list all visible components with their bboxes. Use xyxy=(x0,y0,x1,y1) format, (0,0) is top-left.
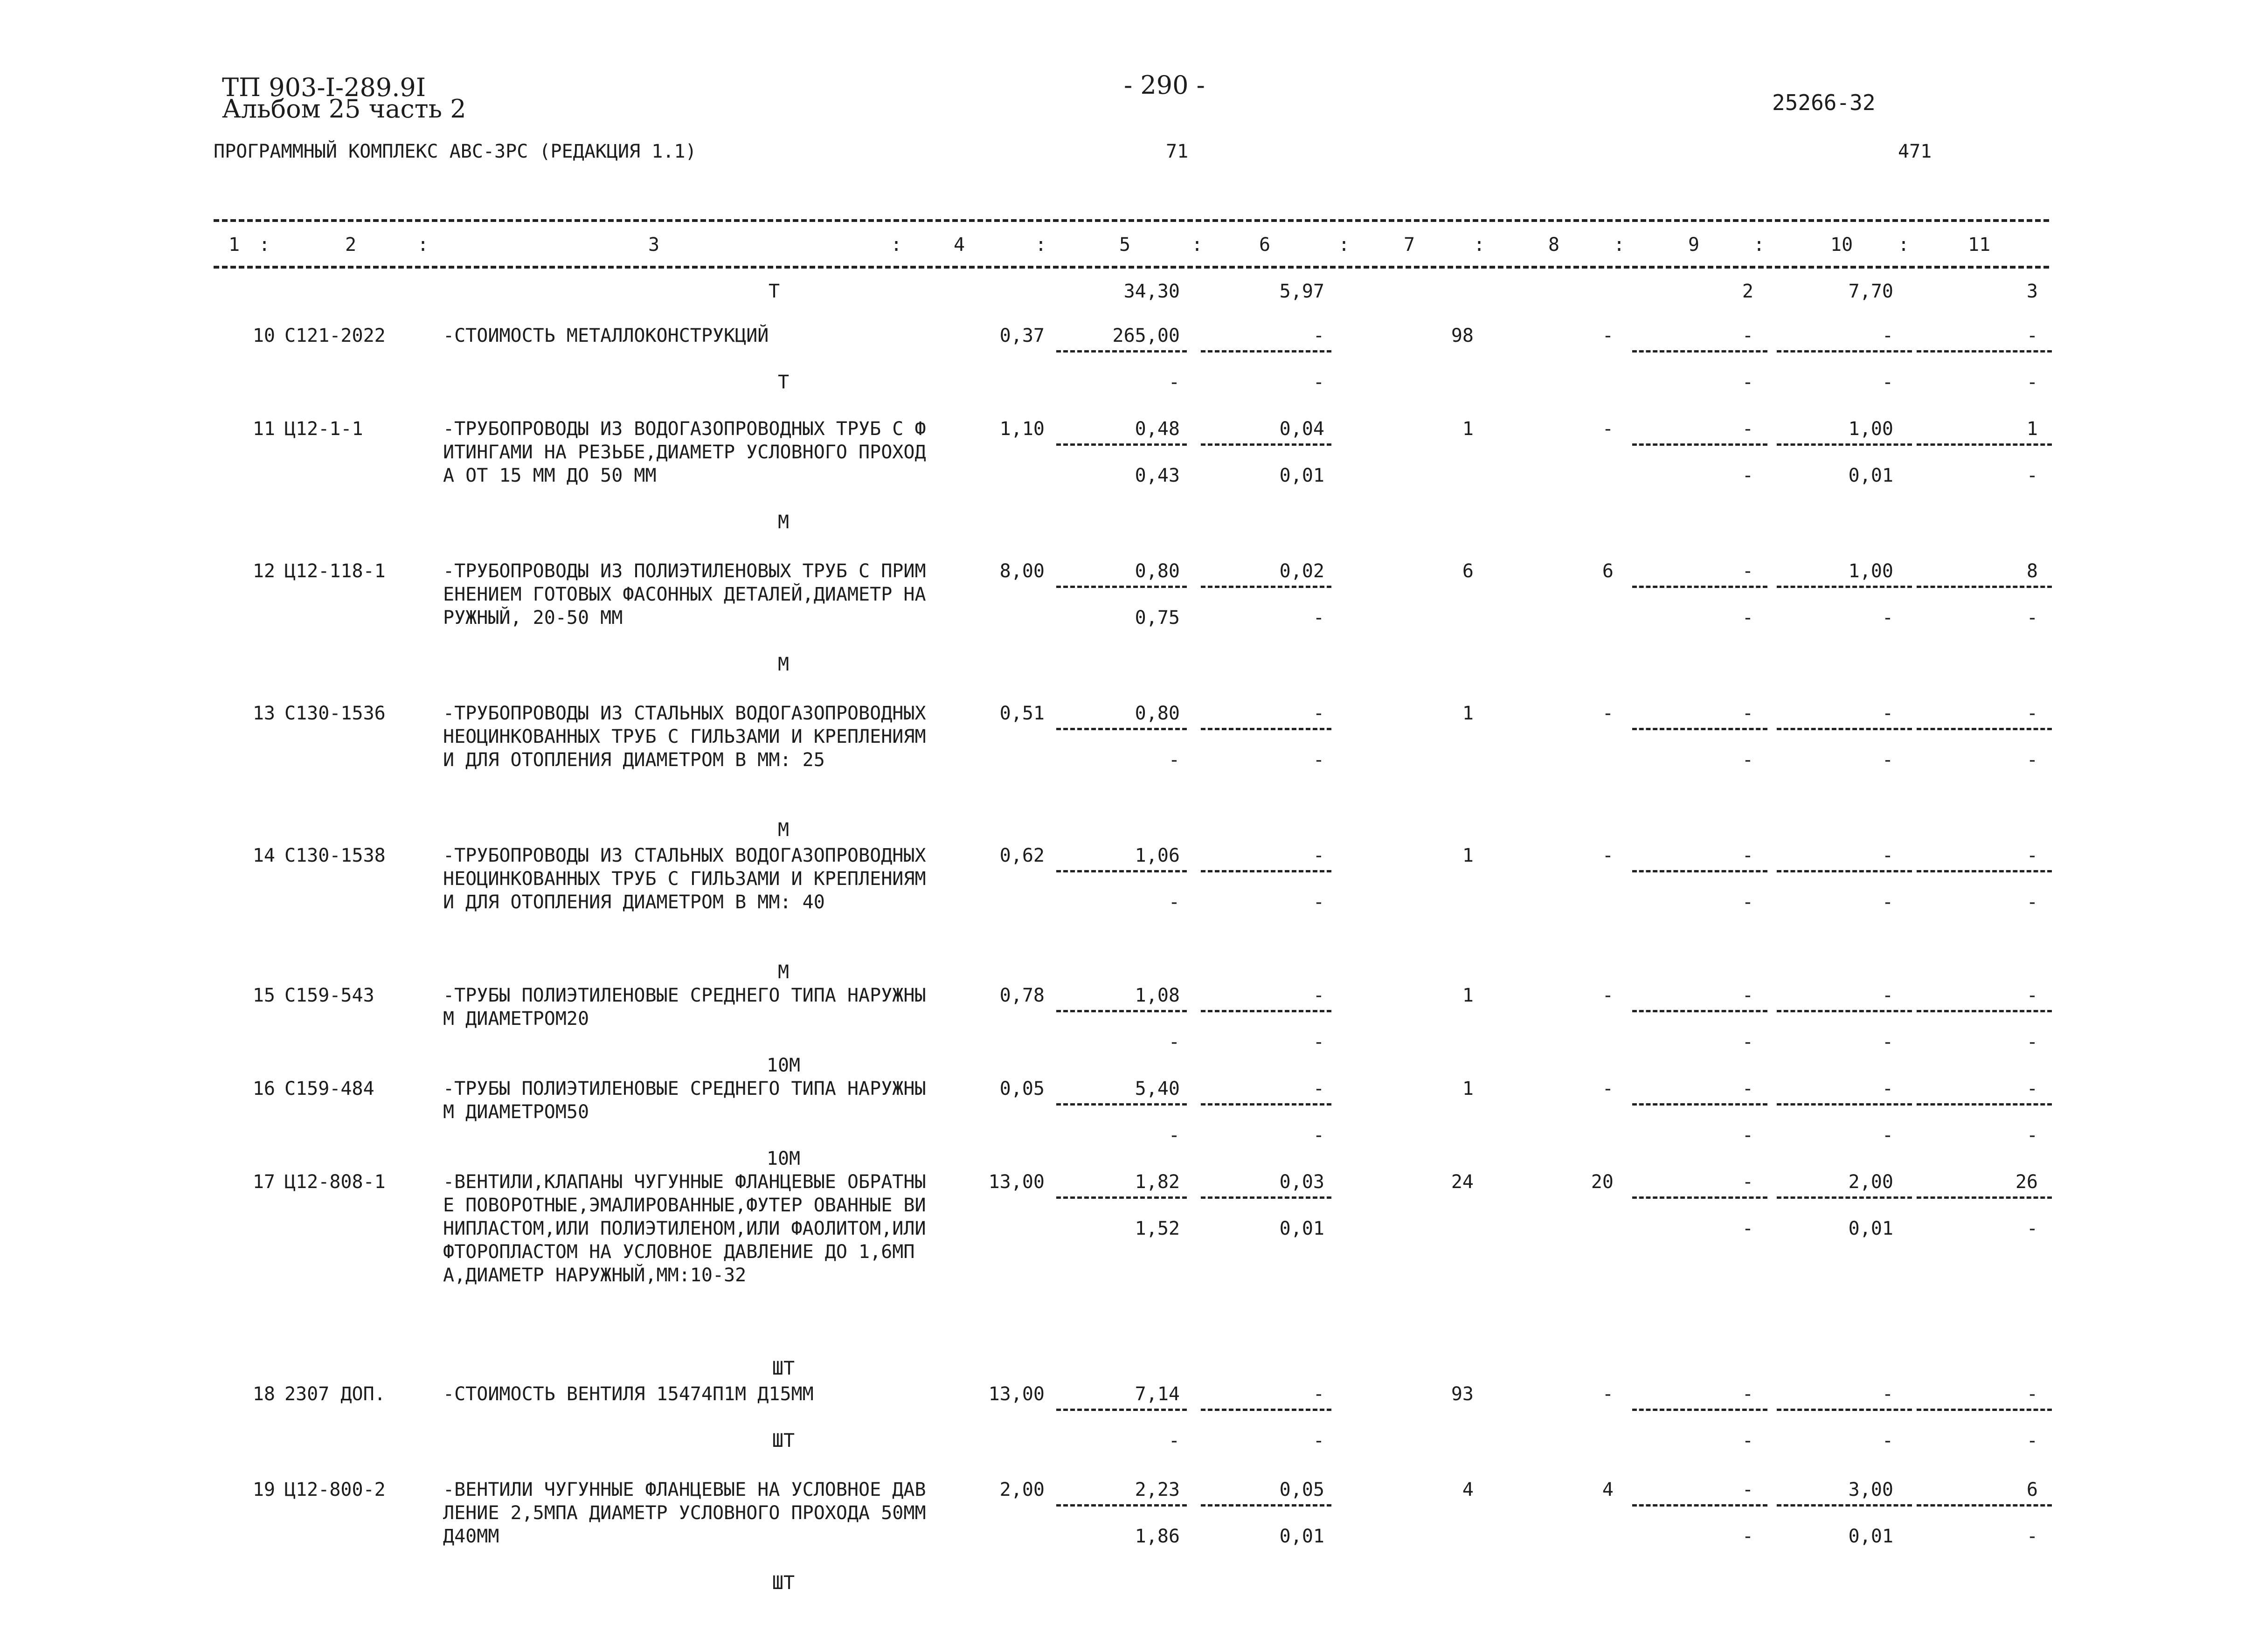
work-description: -ТРУБОПРОВОДЫ ИЗ ПОЛИЭТИЛЕНОВЫХ ТРУБ С ПРИМЕНЕНИЕМ ГОТОВЫХ ФАСОННЫХ ДЕТАЛЕЙ,ДИАМЕТР НАРУЖНЫЙ, 20-50 ММ xyxy=(443,560,926,629)
cell-separator xyxy=(1632,1010,1767,1012)
column-number: 7 xyxy=(1404,234,1415,256)
row-number: 18 xyxy=(252,1383,275,1405)
col10-subvalue: - xyxy=(1882,372,1893,393)
cell-separator xyxy=(1201,1409,1331,1411)
col6-subvalue: - xyxy=(1313,372,1324,393)
col10-value: 3,00 xyxy=(1848,1479,1893,1500)
col5-subvalue: - xyxy=(1168,372,1180,393)
work-description: -ВЕНТИЛИ ЧУГУННЫЕ ФЛАНЦЕВЫЕ НА УСЛОВНОЕ ДАВЛЕНИЕ 2,5МПА ДИАМЕТР УСЛОВНОГО ПРОХОДА 50ММ Д40ММ xyxy=(443,1479,926,1547)
col11-value: 1 xyxy=(2026,418,2038,440)
col4-quantity: 13,00 xyxy=(988,1171,1045,1193)
work-description: -ТРУБЫ ПОЛИЭТИЛЕНОВЫЕ СРЕДНЕГО ТИПА НАРУЖНЫМ ДИАМЕТРОМ50 xyxy=(443,1078,926,1123)
cell-separator xyxy=(1056,1010,1187,1012)
col11-value: - xyxy=(2026,1078,2038,1099)
col11-subvalue: - xyxy=(2026,607,2038,629)
cell-separator xyxy=(1917,1103,2052,1106)
col8-value: - xyxy=(1602,845,1614,866)
col11-value: 6 xyxy=(2026,1479,2038,1500)
rate-code: С159-484 xyxy=(284,1078,374,1099)
col7-value: 1 xyxy=(1462,703,1474,724)
col11-subvalue: - xyxy=(2026,465,2038,486)
column-number: 3 xyxy=(648,234,660,256)
col5-subvalue: - xyxy=(1168,749,1180,771)
cell-separator xyxy=(1201,1103,1331,1106)
col6-subvalue: - xyxy=(1313,1430,1324,1452)
rate-code: С130-1536 xyxy=(284,703,386,724)
row-number: 11 xyxy=(252,418,275,440)
cell-separator xyxy=(1201,350,1331,353)
col9-value: - xyxy=(1742,560,1753,582)
col10-value: - xyxy=(1882,985,1893,1006)
col10-value: 2,00 xyxy=(1848,1171,1893,1193)
col6-value: - xyxy=(1313,985,1324,1006)
col10-value: - xyxy=(1882,703,1893,724)
col6-value: - xyxy=(1313,845,1324,866)
col10-subvalue: - xyxy=(1882,1125,1893,1146)
col6-subvalue: - xyxy=(1313,607,1324,629)
col7-value: 98 xyxy=(1451,325,1474,346)
col11-value: - xyxy=(2026,703,2038,724)
rate-code: С130-1538 xyxy=(284,845,386,866)
row-number: 16 xyxy=(252,1078,275,1099)
col5-value: 0,80 xyxy=(1135,703,1180,724)
row-number: 19 xyxy=(252,1479,275,1500)
work-description: -ВЕНТИЛИ,КЛАПАНЫ ЧУГУННЫЕ ФЛАНЦЕВЫЕ ОБРАТНЫЕ ПОВОРОТНЫЕ,ЭМАЛИРОВАННЫЕ,ФУТЕР ОВАННЫЕ ВИНИПЛАСТОМ,ИЛИ ПОЛИЭТИЛЕНОМ,ИЛИ ФАОЛИТОМ,ИЛИ ФТОРОПЛАСТОМ НА УСЛОВНОЕ ДАВЛЕНИЕ ДО 1,6МПА,ДИАМЕТР НАРУЖНЫЙ,ММ:10-32 xyxy=(443,1171,926,1286)
cell-separator xyxy=(1201,1504,1331,1507)
cell-separator xyxy=(1632,728,1767,730)
work-description: -СТОИМОСТЬ ВЕНТИЛЯ 15474П1М Д15ММ xyxy=(443,1383,814,1405)
col5-subvalue: 1,52 xyxy=(1135,1218,1180,1239)
col10-subvalue: - xyxy=(1882,749,1893,771)
col4-quantity: 2,00 xyxy=(999,1479,1045,1500)
row-number: 13 xyxy=(252,703,275,724)
column-number: 9 xyxy=(1688,234,1700,256)
col5-value: 5,40 xyxy=(1135,1078,1180,1099)
cell-separator xyxy=(1632,1409,1767,1411)
col9-subvalue: - xyxy=(1742,607,1753,629)
cell-separator xyxy=(1632,586,1767,588)
cell-separator xyxy=(1777,1196,1912,1199)
program-title: ПРОГРАММНЫЙ КОМПЛЕКС АВС-3РС (РЕДАКЦИЯ 1.1) xyxy=(214,141,697,162)
col11-value: - xyxy=(2026,985,2038,1006)
col6-subvalue: - xyxy=(1313,1031,1324,1053)
row-number: 14 xyxy=(252,845,275,866)
cell-separator xyxy=(1777,443,1912,446)
rate-code: Ц12-118-1 xyxy=(284,560,386,582)
col6-value: - xyxy=(1313,703,1324,724)
column-separator: : xyxy=(1474,234,1485,256)
col9-value: - xyxy=(1742,845,1753,866)
col5-subvalue: - xyxy=(1168,1430,1180,1452)
column-number: 1 xyxy=(229,234,240,256)
row-number: 12 xyxy=(252,560,275,582)
col5-subvalue: 0,43 xyxy=(1135,465,1180,486)
cell-separator xyxy=(1632,1196,1767,1199)
col11-subvalue: - xyxy=(2026,1430,2038,1452)
cell-separator xyxy=(1056,1504,1187,1507)
column-separator: : xyxy=(1753,234,1765,256)
col6-value: - xyxy=(1313,325,1324,346)
col6-subvalue: - xyxy=(1313,1125,1324,1146)
cell-separator xyxy=(1777,1504,1912,1507)
column-separator: : xyxy=(1338,234,1350,256)
column-separator: : xyxy=(891,234,902,256)
unit-of-measure: Т xyxy=(777,372,790,393)
album-label: Альбом 25 часть 2 xyxy=(222,94,466,124)
rate-code: С159-543 xyxy=(284,985,374,1006)
work-description: -СТОИМОСТЬ МЕТАЛЛОКОНСТРУКЦИЙ xyxy=(443,325,769,346)
col7-value: 93 xyxy=(1451,1383,1474,1405)
cell-separator xyxy=(1632,443,1767,446)
col4-quantity: 13,00 xyxy=(988,1383,1045,1405)
col11-value: - xyxy=(2026,325,2038,346)
col6-subvalue: 0,01 xyxy=(1279,1218,1324,1239)
cell-separator xyxy=(1777,1409,1912,1411)
col9-value: - xyxy=(1742,1383,1753,1405)
cell-separator xyxy=(1917,586,2052,588)
page-number: - 290 - xyxy=(1124,70,1205,100)
rate-code: С121-2022 xyxy=(284,325,386,346)
col6-value: 0,05 xyxy=(1279,1479,1324,1500)
cell-separator xyxy=(1777,728,1912,730)
col6-subvalue: - xyxy=(1313,749,1324,771)
col4-quantity: 0,78 xyxy=(999,985,1045,1006)
col11-subvalue: - xyxy=(2026,1031,2038,1053)
col7-value: 1 xyxy=(1462,418,1474,440)
col5-subvalue: - xyxy=(1168,1125,1180,1146)
col11-value: 8 xyxy=(2026,560,2038,582)
col9-subvalue: - xyxy=(1742,1430,1753,1452)
col4-quantity: 0,51 xyxy=(999,703,1045,724)
col5-value: 1,82 xyxy=(1135,1171,1180,1193)
table-rule-top xyxy=(214,219,2049,222)
col9-value: - xyxy=(1742,325,1753,346)
col5-value: 1,08 xyxy=(1135,985,1180,1006)
col7-value: 24 xyxy=(1451,1171,1474,1193)
unit-of-measure: М xyxy=(777,654,790,675)
cell-separator xyxy=(1201,728,1331,730)
col4-quantity: 1,10 xyxy=(999,418,1045,440)
cell-separator xyxy=(1056,1103,1187,1106)
unit-of-measure: 10М xyxy=(766,1148,801,1169)
cell-separator xyxy=(1632,1504,1767,1507)
carryover-col10: 7,70 xyxy=(1848,281,1893,302)
rate-code: Ц12-1-1 xyxy=(284,418,363,440)
cell-separator xyxy=(1056,728,1187,730)
col10-value: - xyxy=(1882,1078,1893,1099)
row-number: 15 xyxy=(252,985,275,1006)
col5-value: 0,48 xyxy=(1135,418,1180,440)
col11-value: - xyxy=(2026,1383,2038,1405)
cell-separator xyxy=(1777,586,1912,588)
col8-value: - xyxy=(1602,1383,1614,1405)
table-rule-header-bottom xyxy=(214,266,2049,269)
col9-value: - xyxy=(1742,703,1753,724)
col11-value: 26 xyxy=(2015,1171,2038,1193)
sheet-number-left: 71 xyxy=(1166,141,1189,162)
col10-subvalue: 0,01 xyxy=(1848,1526,1893,1547)
col6-value: 0,02 xyxy=(1279,560,1324,582)
unit-of-measure: М xyxy=(777,961,790,983)
cell-separator xyxy=(1917,1010,2052,1012)
col9-subvalue: - xyxy=(1742,1526,1753,1547)
col6-value: 0,03 xyxy=(1279,1171,1324,1193)
cell-separator xyxy=(1917,1196,2052,1199)
cell-separator xyxy=(1777,1103,1912,1106)
col10-value: 1,00 xyxy=(1848,418,1893,440)
cell-separator xyxy=(1056,350,1187,353)
cell-separator xyxy=(1917,350,2052,353)
column-number: 4 xyxy=(954,234,965,256)
col8-value: - xyxy=(1602,418,1614,440)
work-description: -ТРУБОПРОВОДЫ ИЗ СТАЛЬНЫХ ВОДОГАЗОПРОВОДНЫХ НЕОЦИНКОВАННЫХ ТРУБ С ГИЛЬЗАМИ И КРЕПЛЕНИЯМИ ДЛЯ ОТОПЛЕНИЯ ДИАМЕТРОМ В ММ: 25 xyxy=(443,703,926,771)
cell-separator xyxy=(1777,870,1912,872)
sheet-number-right: 471 xyxy=(1898,141,1932,162)
cell-separator xyxy=(1201,1196,1331,1199)
col4-quantity: 0,05 xyxy=(999,1078,1045,1099)
carryover-col9: 2 xyxy=(1742,281,1753,302)
cell-separator xyxy=(1917,1409,2052,1411)
column-separator: : xyxy=(259,234,270,256)
cell-separator xyxy=(1056,1409,1187,1411)
col9-value: - xyxy=(1742,985,1753,1006)
col10-value: - xyxy=(1882,845,1893,866)
col11-subvalue: - xyxy=(2026,892,2038,913)
cell-separator xyxy=(1917,728,2052,730)
col7-value: 1 xyxy=(1462,985,1474,1006)
col9-subvalue: - xyxy=(1742,1218,1753,1239)
col5-value: 1,06 xyxy=(1135,845,1180,866)
unit-of-measure: ШТ xyxy=(772,1358,795,1379)
col5-value: 7,14 xyxy=(1135,1383,1180,1405)
col9-subvalue: - xyxy=(1742,749,1753,771)
column-number: 10 xyxy=(1830,234,1853,256)
col7-value: 6 xyxy=(1462,560,1474,582)
col11-value: - xyxy=(2026,845,2038,866)
row-number: 17 xyxy=(252,1171,275,1193)
unit-of-measure: 10М xyxy=(766,1055,801,1076)
col9-subvalue: - xyxy=(1742,1125,1753,1146)
cell-separator xyxy=(1201,586,1331,588)
unit-of-measure: ШТ xyxy=(772,1430,795,1452)
col9-value: - xyxy=(1742,1479,1753,1500)
col9-subvalue: - xyxy=(1742,892,1753,913)
col5-subvalue: - xyxy=(1168,1031,1180,1053)
col5-subvalue: - xyxy=(1168,892,1180,913)
col5-value: 265,00 xyxy=(1112,325,1180,346)
cell-separator xyxy=(1056,1196,1187,1199)
col9-subvalue: - xyxy=(1742,465,1753,486)
archive-stamp: 25266-32 xyxy=(1772,90,1876,115)
col11-subvalue: - xyxy=(2026,1526,2038,1547)
cell-separator xyxy=(1201,443,1331,446)
col6-value: - xyxy=(1313,1383,1324,1405)
col6-value: - xyxy=(1313,1078,1324,1099)
col9-subvalue: - xyxy=(1742,372,1753,393)
col10-value: - xyxy=(1882,325,1893,346)
cell-separator xyxy=(1056,443,1187,446)
col10-value: - xyxy=(1882,1383,1893,1405)
column-number: 6 xyxy=(1259,234,1271,256)
col7-value: 1 xyxy=(1462,845,1474,866)
cell-separator xyxy=(1917,1504,2052,1507)
col5-subvalue: 0,75 xyxy=(1135,607,1180,629)
cell-separator xyxy=(1632,350,1767,353)
column-separator: : xyxy=(1614,234,1625,256)
unit-of-measure: М xyxy=(777,819,790,841)
col11-subvalue: - xyxy=(2026,749,2038,771)
col11-subvalue: - xyxy=(2026,372,2038,393)
col8-value: 20 xyxy=(1591,1171,1614,1193)
cell-separator xyxy=(1201,1010,1331,1012)
cell-separator xyxy=(1777,350,1912,353)
col6-subvalue: 0,01 xyxy=(1279,465,1324,486)
col6-subvalue: - xyxy=(1313,892,1324,913)
column-number: 8 xyxy=(1548,234,1560,256)
col8-value: 6 xyxy=(1602,560,1614,582)
col7-value: 1 xyxy=(1462,1078,1474,1099)
work-description: -ТРУБОПРОВОДЫ ИЗ СТАЛЬНЫХ ВОДОГАЗОПРОВОДНЫХ НЕОЦИНКОВАННЫХ ТРУБ С ГИЛЬЗАМИ И КРЕПЛЕНИЯМИ ДЛЯ ОТОПЛЕНИЯ ДИАМЕТРОМ В ММ: 40 xyxy=(443,845,926,913)
col8-value: - xyxy=(1602,703,1614,724)
rate-code: Ц12-800-2 xyxy=(284,1479,386,1500)
col9-value: - xyxy=(1742,1078,1753,1099)
column-number: 5 xyxy=(1119,234,1131,256)
col9-value: - xyxy=(1742,1171,1753,1193)
col6-subvalue: 0,01 xyxy=(1279,1526,1324,1547)
column-separator: : xyxy=(1898,234,1910,256)
col10-value: 1,00 xyxy=(1848,560,1893,582)
rate-code: Ц12-808-1 xyxy=(284,1171,386,1193)
col7-value: 4 xyxy=(1462,1479,1474,1500)
col10-subvalue: - xyxy=(1882,1031,1893,1053)
col4-quantity: 0,62 xyxy=(999,845,1045,866)
cell-separator xyxy=(1056,586,1187,588)
col4-quantity: 0,37 xyxy=(999,325,1045,346)
carryover-col5: 34,30 xyxy=(1123,281,1180,302)
column-separator: : xyxy=(1035,234,1047,256)
col11-subvalue: - xyxy=(2026,1218,2038,1239)
work-description: -ТРУБОПРОВОДЫ ИЗ ВОДОГАЗОПРОВОДНЫХ ТРУБ С ФИТИНГАМИ НА РЕЗЬБЕ,ДИАМЕТР УСЛОВНОГО ПРОХОДА ОТ 15 ММ ДО 50 ММ xyxy=(443,418,926,486)
cell-separator xyxy=(1632,1103,1767,1106)
column-number: 2 xyxy=(345,234,357,256)
column-number: 11 xyxy=(1968,234,1991,256)
col10-subvalue: 0,01 xyxy=(1848,465,1893,486)
col10-subvalue: - xyxy=(1882,607,1893,629)
col5-value: 0,80 xyxy=(1135,560,1180,582)
cell-separator xyxy=(1777,1010,1912,1012)
rate-code: 2307 ДОП. xyxy=(284,1383,386,1405)
col5-value: 2,23 xyxy=(1135,1479,1180,1500)
col11-subvalue: - xyxy=(2026,1125,2038,1146)
carryover-col11: 3 xyxy=(2026,281,2038,302)
col8-value: 4 xyxy=(1602,1479,1614,1500)
col8-value: - xyxy=(1602,325,1614,346)
column-separator: : xyxy=(1191,234,1203,256)
col6-value: 0,04 xyxy=(1279,418,1324,440)
col5-subvalue: 1,86 xyxy=(1135,1526,1180,1547)
row-number: 10 xyxy=(252,325,275,346)
col10-subvalue: - xyxy=(1882,892,1893,913)
col10-subvalue: 0,01 xyxy=(1848,1218,1893,1239)
cell-separator xyxy=(1201,870,1331,872)
column-separator: : xyxy=(417,234,429,256)
cell-separator xyxy=(1632,870,1767,872)
col8-value: - xyxy=(1602,985,1614,1006)
work-description: -ТРУБЫ ПОЛИЭТИЛЕНОВЫЕ СРЕДНЕГО ТИПА НАРУЖНЫМ ДИАМЕТРОМ20 xyxy=(443,985,926,1030)
cell-separator xyxy=(1917,870,2052,872)
carryover-col6: 5,97 xyxy=(1279,281,1324,302)
col8-value: - xyxy=(1602,1078,1614,1099)
unit-of-measure: М xyxy=(777,511,790,533)
col10-subvalue: - xyxy=(1882,1430,1893,1452)
col9-value: - xyxy=(1742,418,1753,440)
col9-subvalue: - xyxy=(1742,1031,1753,1053)
col4-quantity: 8,00 xyxy=(999,560,1045,582)
document-code: ТП 903-I-289.9I xyxy=(222,73,426,102)
unit-of-measure: ШТ xyxy=(772,1572,795,1594)
carryover-unit: Т xyxy=(768,281,780,302)
cell-separator xyxy=(1917,443,2052,446)
cell-separator xyxy=(1056,870,1187,872)
